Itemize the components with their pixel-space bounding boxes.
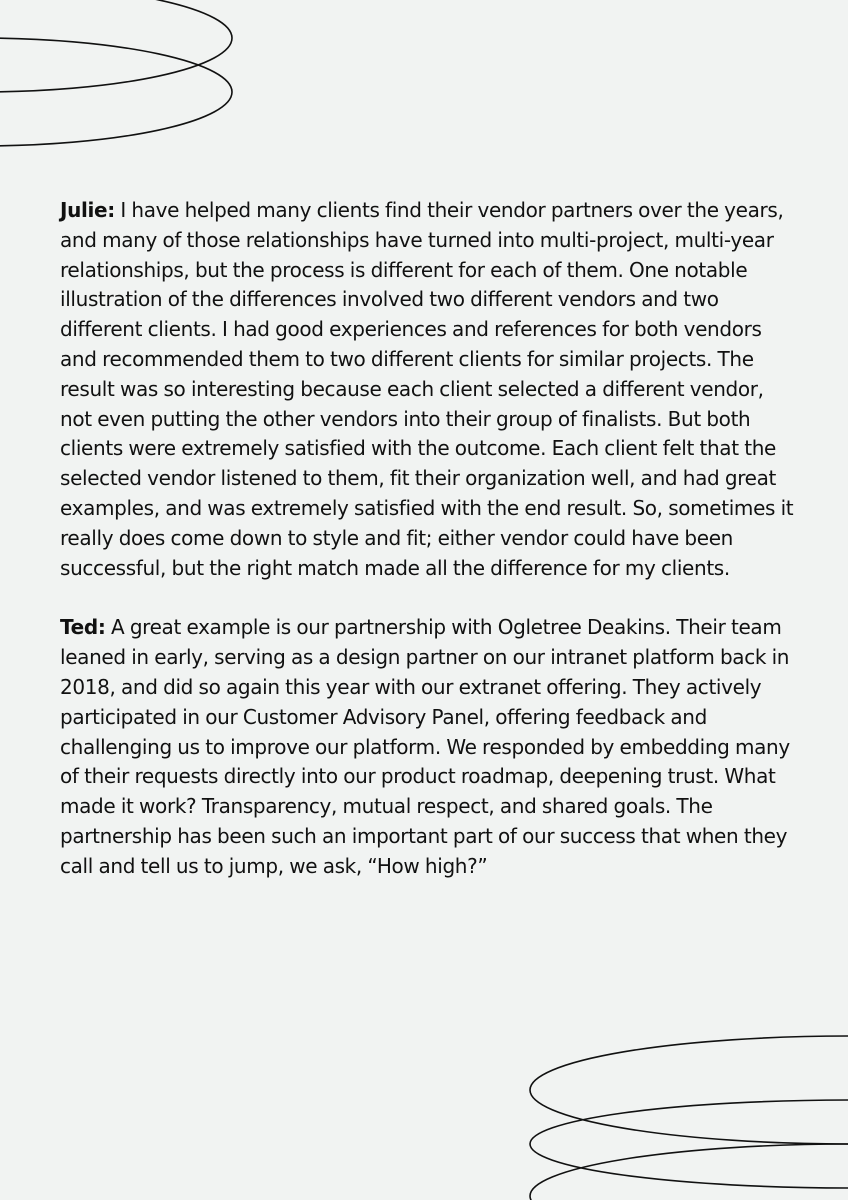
speaker-name: Ted:	[60, 615, 106, 640]
paragraph-text: I have helped many clients find their vendor partners over the years, and many of those relationships have turned into multi-project, multi-year relationships, but the process is different for each of them. One notable illustration of the differences involved two different vendors and two different clients. I had good experiences and references for both vendors and recommended them to two different clients for similar projects. The result was so interesting because each client selected a different vendor, not even putting the other vendors into their group of finalists. But both clients were extremely satisfied with the outcome. Each client felt that the selected vendor listened to them, fit their organization well, and had great examples, and was extremely satisfied with the end result. So, sometimes it really does come down to style and fit; either vendor could have been successful, but the right match made all the difference for my clients.	[60, 198, 794, 580]
paragraph-text: A great example is our partnership with Ogletree Deakins. Their team leaned in early, serving as a design partner on our intranet platform back in 2018, and did so again this year with our extranet offering. They actively participated in our Customer Advisory Panel, offering feedback and challenging us to improve our platform. We responded by embedding many of their requests directly into our product roadmap, deepening trust. What made it work? Transparency, mutual respect, and shared goals. The partnership has been such an important part of our success that when they call and tell us to jump, we ask, “How high?”	[60, 615, 790, 878]
top-ring-2	[0, 38, 232, 146]
julie-paragraph	[60, 196, 796, 583]
bottom-ring-3	[530, 1144, 848, 1200]
speaker-name: Julie:	[60, 198, 115, 222]
article-body	[60, 196, 796, 912]
ted-paragraph	[60, 613, 796, 881]
bottom-ring-1	[530, 1036, 848, 1144]
